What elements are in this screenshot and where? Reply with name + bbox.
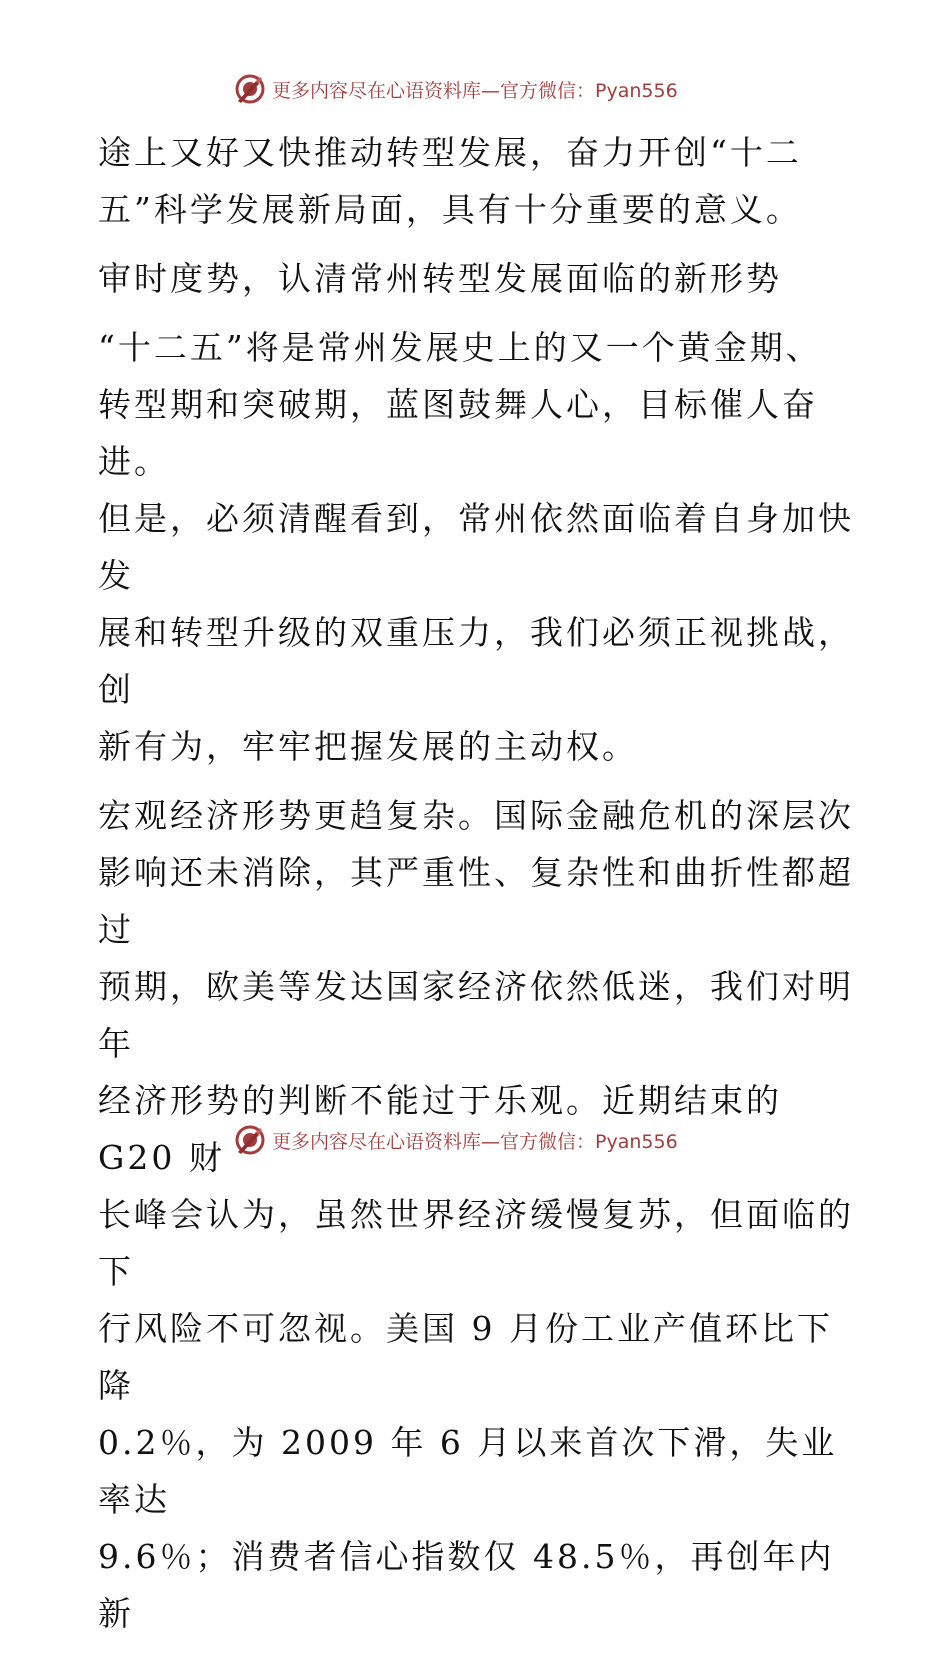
watermark-text: 更多内容尽在心语资料库—官方微信：Pyan556: [272, 1130, 678, 1153]
paragraph-outlook: “十二五”将是常州发展史上的又一个黄金期、 转型期和突破期，蓝图鼓舞人心，目标催人奋进。 但是，必须清醒看到，常州依然面临着自身加快发 展和转型升级的双重压力，我们必须正视挑战，创 新有为，牢牢把握发展的主动权。: [98, 328, 854, 766]
paragraph-continuation: 途上又好又快推动转型发展，奋力开创“十二 五”科学发展新局面，具有十分重要的意义。: [98, 133, 802, 229]
header-watermark: [234, 72, 678, 106]
section-heading: 审时度势，认清常州转型发展面临的新形势: [98, 259, 782, 298]
watermark-text: 更多内容尽在心语资料库—官方微信：Pyan556: [272, 79, 678, 102]
pen-circle-logo-icon: [234, 73, 266, 105]
pen-circle-logo-icon: [234, 1124, 266, 1156]
document-body: [98, 124, 858, 1654]
footer-watermark: [234, 1123, 678, 1157]
paragraph-macro-economy: 宏观经济形势更趋复杂。国际金融危机的深层次 影响还未消除，其严重性、复杂性和曲折性都超过 预期，欧美等发达国家经济依然低迷，我们对明年 经济形势的判断不能过于乐观。近期结束的 G20 财 长峰会认为，虽然世界经济缓慢复苏，但面临的下 行风险不可忽视。美国 9 月份工业产值环比下降 0.2％，为 2009 年 6 月以来首次下滑，失业率达 9.6％；消费者信心指数仅 48.5％，再创年内新: [98, 796, 854, 1633]
